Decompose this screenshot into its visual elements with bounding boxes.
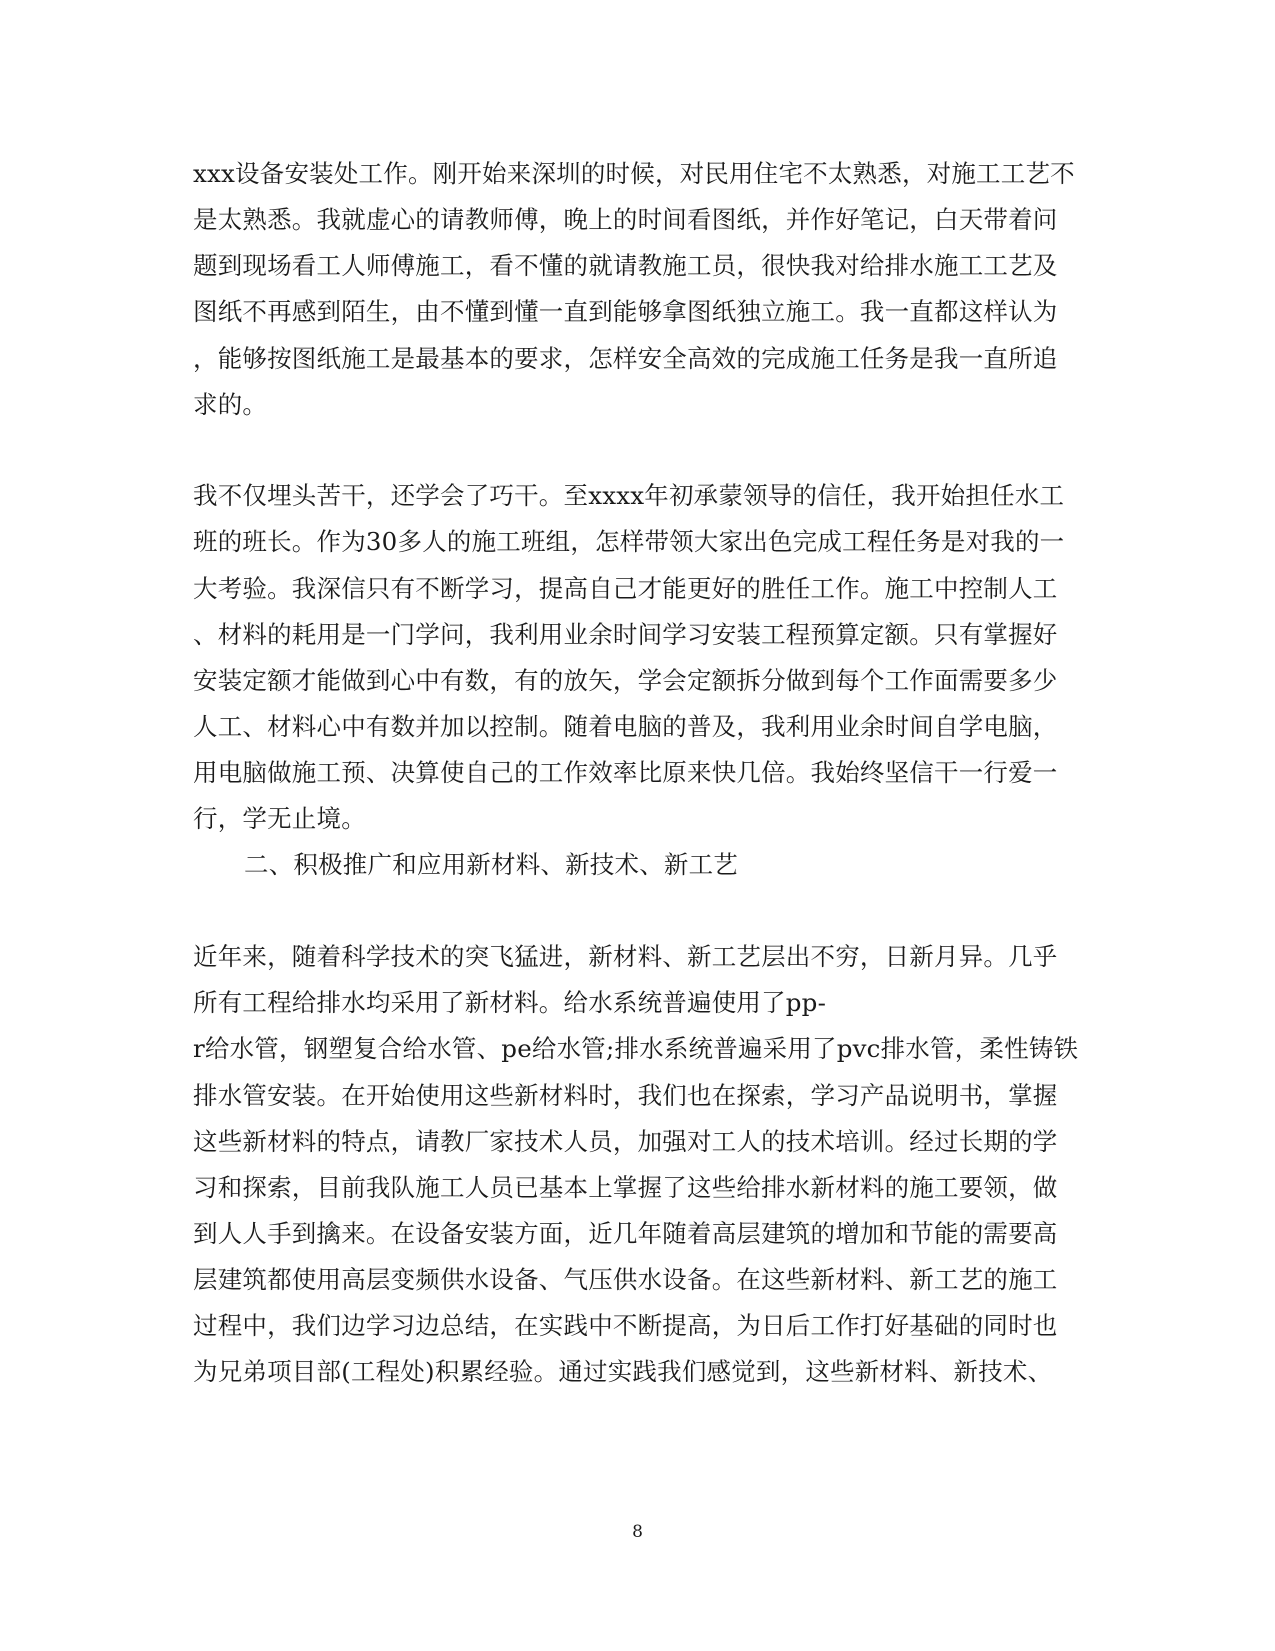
text-line: 行，学无止境。: [193, 804, 366, 833]
text-line: 用电脑做施工预、决算使自己的工作效率比原来快几倍。我始终坚信干一行爱一: [193, 758, 1058, 787]
text-line: 习和探索，目前我队施工人员已基本上掌握了这些给排水新材料的施工要领，做: [193, 1173, 1058, 1202]
text-line: 到人人手到擒来。在设备安装方面，近几年随着高层建筑的增加和节能的需要高: [193, 1219, 1058, 1248]
text-line: 图纸不再感到陌生，由不懂到懂一直到能够拿图纸独立施工。我一直都这样认为: [193, 297, 1058, 326]
text-line: 班的班长。作为30多人的施工班组，怎样带领大家出色完成工程任务是对我的一: [193, 527, 1065, 556]
text-line: 层建筑都使用高层变频供水设备、气压供水设备。在这些新材料、新工艺的施工: [193, 1265, 1058, 1294]
text-line: 安装定额才能做到心中有数，有的放矢，学会定额拆分做到每个工作面需要多少: [193, 666, 1058, 695]
text-line: 所有工程给排水均采用了新材料。给水系统普遍使用了pp-: [193, 988, 827, 1017]
text-line: 排水管安装。在开始使用这些新材料时，我们也在探索，学习产品说明书，掌握: [193, 1081, 1058, 1110]
text-line: xxx设备安装处工作。刚开始来深圳的时候，对民用住宅不太熟悉，对施工工艺不: [193, 159, 1075, 188]
text-line: 这些新材料的特点，请教厂家技术人员，加强对工人的技术培训。经过长期的学: [193, 1127, 1058, 1156]
text-line: 为兄弟项目部(工程处)积累经验。通过实践我们感觉到，这些新材料、新技术、: [193, 1357, 1053, 1386]
text-line: 大考验。我深信只有不断学习，提高自己才能更好的胜任工作。施工中控制人工: [193, 574, 1058, 603]
text-line: 过程中，我们边学习边总结，在实践中不断提高，为日后工作打好基础的同时也: [193, 1311, 1058, 1340]
text-line: 求的。: [193, 390, 268, 419]
text-line: 我不仅埋头苦干，还学会了巧干。至xxxx年初承蒙领导的信任，我开始担任水工: [193, 481, 1065, 510]
text-line: 、材料的耗用是一门学问，我利用业余时间学习安装工程预算定额。只有掌握好: [193, 620, 1058, 649]
text-line: r给水管，钢塑复合给水管、pe给水管;排水系统普遍采用了pvc排水管，柔性铸铁: [193, 1034, 1079, 1063]
text-line: 人工、材料心中有数并加以控制。随着电脑的普及，我利用业余时间自学电脑，: [193, 712, 1058, 741]
section-heading: 二、积极推广和应用新材料、新技术、新工艺: [244, 850, 738, 879]
text-line: 近年来，随着科学技术的突飞猛进，新材料、新工艺层出不穷，日新月异。几乎: [193, 942, 1058, 971]
text-line: ，能够按图纸施工是最基本的要求，怎样安全高效的完成施工任务是我一直所追: [193, 344, 1058, 373]
text-line: 题到现场看工人师傅施工，看不懂的就请教施工员，很快我对给排水施工工艺及: [193, 251, 1058, 280]
text-line: 是太熟悉。我就虚心的请教师傅，晚上的时间看图纸，并作好笔记，白天带着问: [193, 205, 1058, 234]
page-number: 8: [632, 1522, 643, 1542]
